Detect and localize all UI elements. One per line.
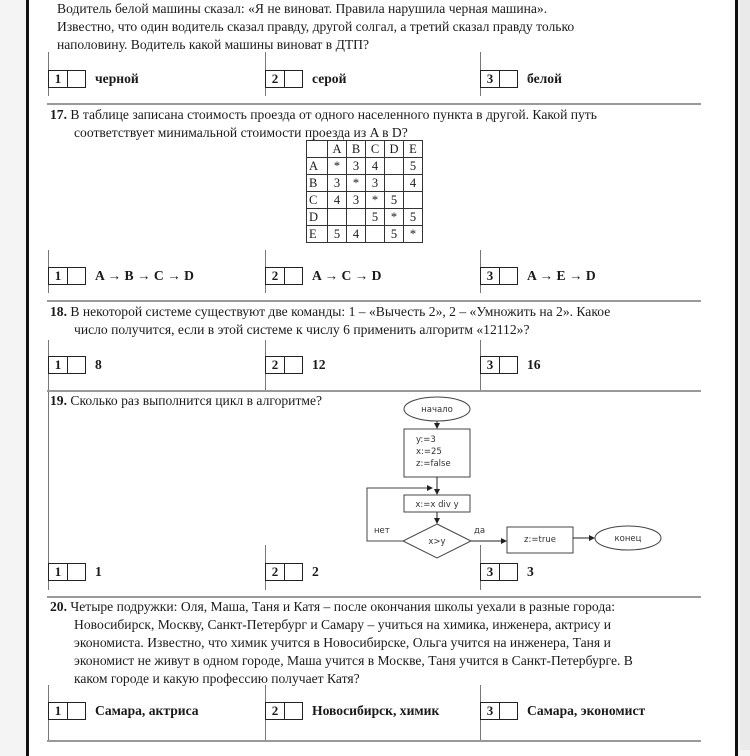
table-cell: 5 — [385, 192, 404, 209]
end-label: конец — [614, 534, 642, 544]
answer-number: 3 — [480, 70, 500, 88]
answer-checkbox[interactable] — [68, 563, 86, 581]
answer-label: 16 — [527, 357, 541, 372]
table-row — [307, 226, 423, 243]
q18-answer-1[interactable] — [48, 355, 102, 375]
table-cell — [385, 158, 404, 175]
table-cell: 4 — [366, 158, 385, 175]
table-cell: C — [366, 141, 385, 158]
q20-line-1: Четыре подружки: Оля, Маша, Таня и Катя – после окончания школы уехали в разные города: — [70, 599, 616, 614]
table-cell: 4 — [328, 192, 347, 209]
table-cell: 5 — [366, 209, 385, 226]
answer-label: 12 — [312, 357, 326, 372]
table-cell: 5 — [328, 226, 347, 243]
q19-answer-2[interactable] — [265, 562, 319, 582]
loop-body-label: x:=x div y — [415, 500, 459, 510]
answer-label: 1 — [95, 564, 102, 579]
answer-checkbox[interactable] — [500, 356, 518, 374]
answer-label: Новосибирск, химик — [312, 703, 440, 718]
answer-checkbox[interactable] — [68, 267, 86, 285]
answer-label: белой — [527, 71, 562, 86]
q17-number: 17. — [50, 107, 67, 122]
answer-checkbox[interactable] — [285, 563, 303, 581]
answer-number: 2 — [265, 356, 285, 374]
table-row — [307, 209, 423, 226]
answer-checkbox[interactable] — [500, 702, 518, 720]
answer-number: 3 — [480, 563, 500, 581]
answer-label: 8 — [95, 357, 102, 372]
table-cell: * — [328, 158, 347, 175]
table-cell: 5 — [385, 226, 404, 243]
answer-checkbox[interactable] — [500, 563, 518, 581]
q18-answer-3[interactable] — [480, 355, 541, 375]
table-row — [307, 158, 423, 175]
q17-text — [50, 106, 696, 142]
answer-number: 2 — [265, 702, 285, 720]
answer-checkbox[interactable] — [68, 356, 86, 374]
answer-number: 3 — [480, 702, 500, 720]
answer-number: 1 — [48, 702, 68, 720]
answer-label: A → C → D — [312, 268, 382, 283]
answer-checkbox[interactable] — [68, 70, 86, 88]
answer-number: 3 — [480, 356, 500, 374]
q19-answer-1[interactable] — [48, 562, 102, 582]
table-cell: C — [307, 192, 328, 209]
table-cell: D — [307, 209, 328, 226]
q18-answer-2[interactable] — [265, 355, 326, 375]
table-cell: B — [347, 141, 366, 158]
q20-line-5: каком городе и какую профессию получает Катя? — [74, 671, 360, 686]
table-cell: A — [307, 158, 328, 175]
table-cell: 5 — [404, 209, 423, 226]
question-separator — [47, 740, 701, 742]
table-cell — [385, 175, 404, 192]
table-cell — [347, 209, 366, 226]
table-row — [307, 192, 423, 209]
question-separator — [47, 300, 701, 302]
table-cell — [366, 226, 385, 243]
q19-answer-3[interactable] — [480, 562, 534, 582]
table-row — [307, 175, 423, 192]
yes-branch-label: да — [474, 526, 486, 536]
answer-label: серой — [312, 71, 347, 86]
q19-question: Сколько раз выполнится цикл в алгоритме? — [70, 393, 323, 408]
q16-answer-3[interactable] — [480, 69, 562, 89]
q16-line-3: наполовину. Водитель какой машины виноват в ДТП? — [57, 37, 369, 52]
table-cell: * — [404, 226, 423, 243]
question-separator — [47, 103, 701, 105]
answer-checkbox[interactable] — [285, 356, 303, 374]
answer-checkbox[interactable] — [68, 702, 86, 720]
table-cell: D — [385, 141, 404, 158]
table-cell: * — [366, 192, 385, 209]
start-label: начало — [421, 405, 453, 415]
q20-number: 20. — [50, 599, 67, 614]
q16-line-1: Водитель белой машины сказал: «Я не виноват. Правила нарушила черная машина». — [57, 1, 548, 16]
answer-number: 1 — [48, 267, 68, 285]
table-cell: E — [307, 226, 328, 243]
answer-checkbox[interactable] — [500, 267, 518, 285]
cost-table — [306, 140, 423, 243]
q20-text — [50, 598, 696, 688]
answer-label: Самара, актриса — [95, 703, 199, 718]
table-cell: B — [307, 175, 328, 192]
q18-line-2: число получится, если в этой системе к числу 6 применить алгоритм «12112»? — [74, 322, 530, 337]
q17-line-2: соответствует минимальной стоимости проезда из A в D? — [74, 125, 408, 140]
column-divider — [48, 392, 49, 590]
q20-line-2: Новосибирск, Москву, Санкт-Петербург и Самару – учиться на химика, инженера, актрису и — [74, 617, 612, 632]
answer-label: 2 — [312, 564, 319, 579]
q20-answer-1[interactable] — [48, 701, 199, 721]
q20-line-3: экономиста. Известно, что химик учится в Новосибирске, Ольга учится на инженера, Таня и — [74, 635, 611, 650]
q16-answer-1[interactable] — [48, 69, 139, 89]
answer-label: 3 — [527, 564, 534, 579]
answer-checkbox[interactable] — [500, 70, 518, 88]
table-cell: * — [385, 209, 404, 226]
init-line: x:=25 — [416, 447, 442, 457]
init-line: z:=false — [416, 459, 451, 469]
answer-number: 2 — [265, 563, 285, 581]
table-cell: 3 — [347, 158, 366, 175]
table-cell: 5 — [404, 158, 423, 175]
q20-line-4: экономист не живут в одном городе, Маша учится в Москве, Таня учится в Санкт-Петербурге. В — [74, 653, 633, 668]
no-branch-label: нет — [374, 526, 390, 536]
table-cell — [328, 209, 347, 226]
q17-answer-1[interactable] — [48, 266, 194, 286]
table-cell — [404, 192, 423, 209]
table-cell: 4 — [347, 226, 366, 243]
table-cell: 3 — [347, 192, 366, 209]
table-header-row — [307, 141, 423, 158]
table-cell: E — [404, 141, 423, 158]
q16-line-2: Известно, что один водитель сказал правду, другой солгал, а третий сказал правду только — [57, 19, 575, 34]
answer-label: Самара, экономист — [527, 703, 646, 718]
scrollbar-track[interactable] — [740, 0, 750, 750]
table-cell: 3 — [328, 175, 347, 192]
answer-checkbox[interactable] — [285, 267, 303, 285]
action-label: z:=true — [524, 535, 556, 545]
table-cell: 4 — [404, 175, 423, 192]
answer-checkbox[interactable] — [285, 702, 303, 720]
answer-number: 1 — [48, 70, 68, 88]
q19-number: 19. — [50, 393, 67, 408]
q16-answer-2[interactable] — [265, 69, 346, 89]
table-cell: * — [347, 175, 366, 192]
q17-answer-2[interactable] — [265, 266, 381, 286]
q20-answer-2[interactable] — [265, 701, 439, 721]
answer-label: черной — [95, 71, 139, 86]
q18-line-1: В некоторой системе существуют две команды: 1 – «Вычесть 2», 2 – «Умножить на 2». Какое — [70, 304, 611, 319]
answer-number: 1 — [48, 563, 68, 581]
answer-label: A → B → C → D — [95, 268, 194, 283]
answer-number: 2 — [265, 70, 285, 88]
condition-label: x>y — [428, 537, 446, 547]
table-cell — [307, 141, 328, 158]
answer-label: A → E → D — [527, 268, 596, 283]
q20-answer-3[interactable] — [480, 701, 645, 721]
q17-line-1: В таблице записана стоимость проезда от одного населенного пункта в другой. Какой путь — [70, 107, 597, 122]
q17-answer-3[interactable] — [480, 266, 596, 286]
algorithm-flowchart — [360, 390, 680, 570]
q18-text — [50, 303, 696, 339]
table-cell: 3 — [366, 175, 385, 192]
answer-checkbox[interactable] — [285, 70, 303, 88]
init-line: y:=3 — [416, 435, 436, 445]
answer-number: 3 — [480, 267, 500, 285]
q18-number: 18. — [50, 304, 67, 319]
answer-number: 2 — [265, 267, 285, 285]
answer-number: 1 — [48, 356, 68, 374]
table-cell: A — [328, 141, 347, 158]
